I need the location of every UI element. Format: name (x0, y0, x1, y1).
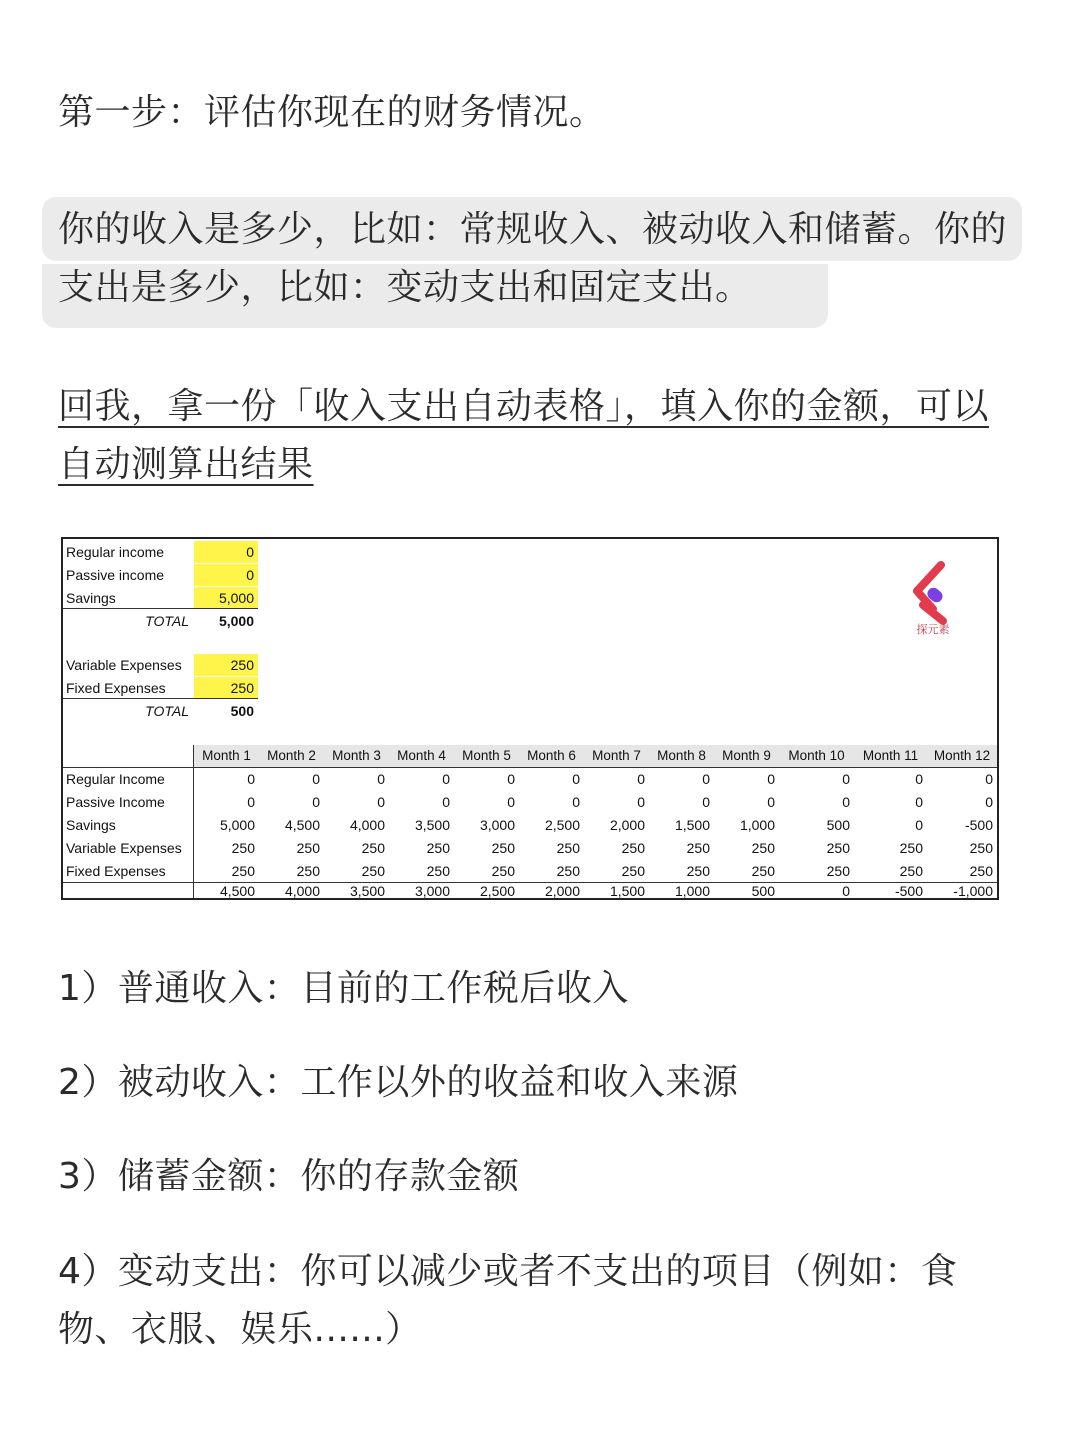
list-item: 4）变动支出：你可以减少或者不支出的项目（例如：食物、衣服、娱乐......） (58, 1251, 958, 1350)
balance-cell: 4,500 (219, 883, 255, 899)
income-total-label: TOTAL (145, 613, 189, 629)
table-cell: 1,500 (674, 817, 710, 833)
month-header: Month 10 (779, 745, 854, 767)
month-header: Month 4 (389, 745, 454, 767)
table-cell: 250 (426, 840, 450, 856)
table-cell: 0 (442, 771, 450, 787)
table-cell: 0 (507, 794, 515, 810)
row-label: Savings (66, 817, 116, 833)
table-cell: 250 (686, 863, 710, 879)
income-label: Regular income (66, 544, 165, 560)
table-cell: 250 (621, 840, 645, 856)
month-header: Month 6 (519, 745, 584, 767)
month-header: Month 7 (584, 745, 649, 767)
brand-logo-text: 探元素 (916, 624, 950, 636)
row-label: Variable Expenses (66, 840, 182, 856)
divider (63, 698, 258, 699)
table-cell: 2,500 (544, 817, 580, 833)
table-cell: 0 (312, 794, 320, 810)
table-cell: 0 (842, 771, 850, 787)
table-cell: 250 (969, 840, 993, 856)
month-header: Month 1 (194, 745, 259, 767)
month-header: Month 5 (454, 745, 519, 767)
table-cell: 0 (572, 771, 580, 787)
income-value[interactable]: 0 (194, 541, 258, 563)
month-header: Month 12 (927, 745, 997, 767)
row-label: Regular Income (66, 771, 165, 787)
month-header: Month 9 (714, 745, 779, 767)
row-label: Passive Income (66, 794, 165, 810)
balance-cell: 3,500 (349, 883, 385, 899)
question-paragraph: 你的收入是多少，比如：常规收入、被动收入和储蓄。你的支出是多少，比如：变动支出和固定支出。 (58, 209, 1008, 308)
table-cell: 250 (231, 840, 255, 856)
table-cell: 0 (842, 794, 850, 810)
table-cell: 0 (572, 794, 580, 810)
table-cell: 4,000 (349, 817, 385, 833)
table-cell: 250 (296, 840, 320, 856)
table-cell: 250 (361, 840, 385, 856)
balance-cell: 1,500 (609, 883, 645, 899)
expense-value[interactable]: 250 (194, 677, 258, 699)
month-header: Month 8 (649, 745, 714, 767)
table-cell: 3,000 (479, 817, 515, 833)
table-cell: -500 (964, 817, 993, 833)
table-cell: 250 (899, 863, 923, 879)
expense-total-value: 500 (230, 703, 254, 719)
balance-cell: 3,000 (414, 883, 450, 899)
balance-cell: -500 (894, 883, 923, 899)
expense-label: Fixed Expenses (66, 680, 166, 696)
income-value[interactable]: 5,000 (194, 587, 258, 609)
table-cell: 0 (767, 794, 775, 810)
table-cell: 2,000 (609, 817, 645, 833)
table-cell: 0 (702, 771, 710, 787)
list-item: 2）被动收入：工作以外的收益和收入来源 (58, 1062, 739, 1103)
balance-cell: 2,500 (479, 883, 515, 899)
table-cell: 250 (826, 840, 850, 856)
table-cell: 250 (969, 863, 993, 879)
table-cell: 5,000 (219, 817, 255, 833)
table-cell: 0 (247, 771, 255, 787)
balance-cell: -1,000 (953, 883, 993, 899)
table-cell: 0 (637, 771, 645, 787)
table-cell: 250 (556, 863, 580, 879)
expense-value[interactable]: 250 (194, 654, 258, 676)
table-cell: 0 (312, 771, 320, 787)
list-item: 3）储蓄金额：你的存款金额 (58, 1156, 520, 1197)
balance-cell: 2,000 (544, 883, 580, 899)
month-header: Month 3 (324, 745, 389, 767)
balance-cell: 500 (751, 883, 775, 899)
table-cell: 250 (621, 863, 645, 879)
table-cell: 3,500 (414, 817, 450, 833)
row-label: Fixed Expenses (66, 863, 166, 879)
divider (63, 767, 997, 768)
step-heading: 第一步：评估你现在的财务情况。 (58, 92, 606, 133)
income-label: Savings (66, 590, 116, 606)
table-cell: 250 (686, 840, 710, 856)
table-cell: 250 (426, 863, 450, 879)
table-cell: 0 (377, 771, 385, 787)
divider (193, 745, 194, 898)
table-cell: 250 (231, 863, 255, 879)
table-cell: 250 (296, 863, 320, 879)
income-label: Passive income (66, 567, 165, 583)
table-cell: 0 (915, 794, 923, 810)
table-cell: 0 (507, 771, 515, 787)
table-cell: 250 (361, 863, 385, 879)
cta-link[interactable]: 回我，拿一份「收入支出自动表格」，填入你的金额，可以自动测算出结果 (58, 386, 990, 485)
table-cell: 4,500 (284, 817, 320, 833)
balance-cell: 0 (842, 883, 850, 899)
table-cell: 0 (247, 794, 255, 810)
divider (63, 608, 258, 609)
balance-cell: 1,000 (674, 883, 710, 899)
table-cell: 0 (377, 794, 385, 810)
table-cell: 0 (767, 771, 775, 787)
month-header: Month 2 (259, 745, 324, 767)
expense-total-label: TOTAL (145, 703, 189, 719)
table-cell: 250 (899, 840, 923, 856)
table-cell: 0 (442, 794, 450, 810)
table-cell: 0 (985, 794, 993, 810)
table-cell: 0 (985, 771, 993, 787)
table-cell: 1,000 (739, 817, 775, 833)
table-cell: 0 (915, 771, 923, 787)
table-cell: 250 (826, 863, 850, 879)
expense-label: Variable Expenses (66, 657, 182, 673)
income-total-value: 5,000 (218, 613, 254, 629)
month-header: Month 11 (854, 745, 927, 767)
table-cell: 250 (491, 840, 515, 856)
table-cell: 0 (915, 817, 923, 833)
income-value[interactable]: 0 (194, 564, 258, 586)
table-cell: 0 (637, 794, 645, 810)
table-cell: 500 (826, 817, 850, 833)
table-cell: 250 (751, 863, 775, 879)
balance-cell: 4,000 (284, 883, 320, 899)
table-cell: 250 (491, 863, 515, 879)
table-cell: 250 (751, 840, 775, 856)
budget-spreadsheet (61, 537, 999, 900)
table-cell: 250 (556, 840, 580, 856)
table-cell: 0 (702, 794, 710, 810)
list-item: 1）普通收入：目前的工作税后收入 (58, 968, 629, 1009)
